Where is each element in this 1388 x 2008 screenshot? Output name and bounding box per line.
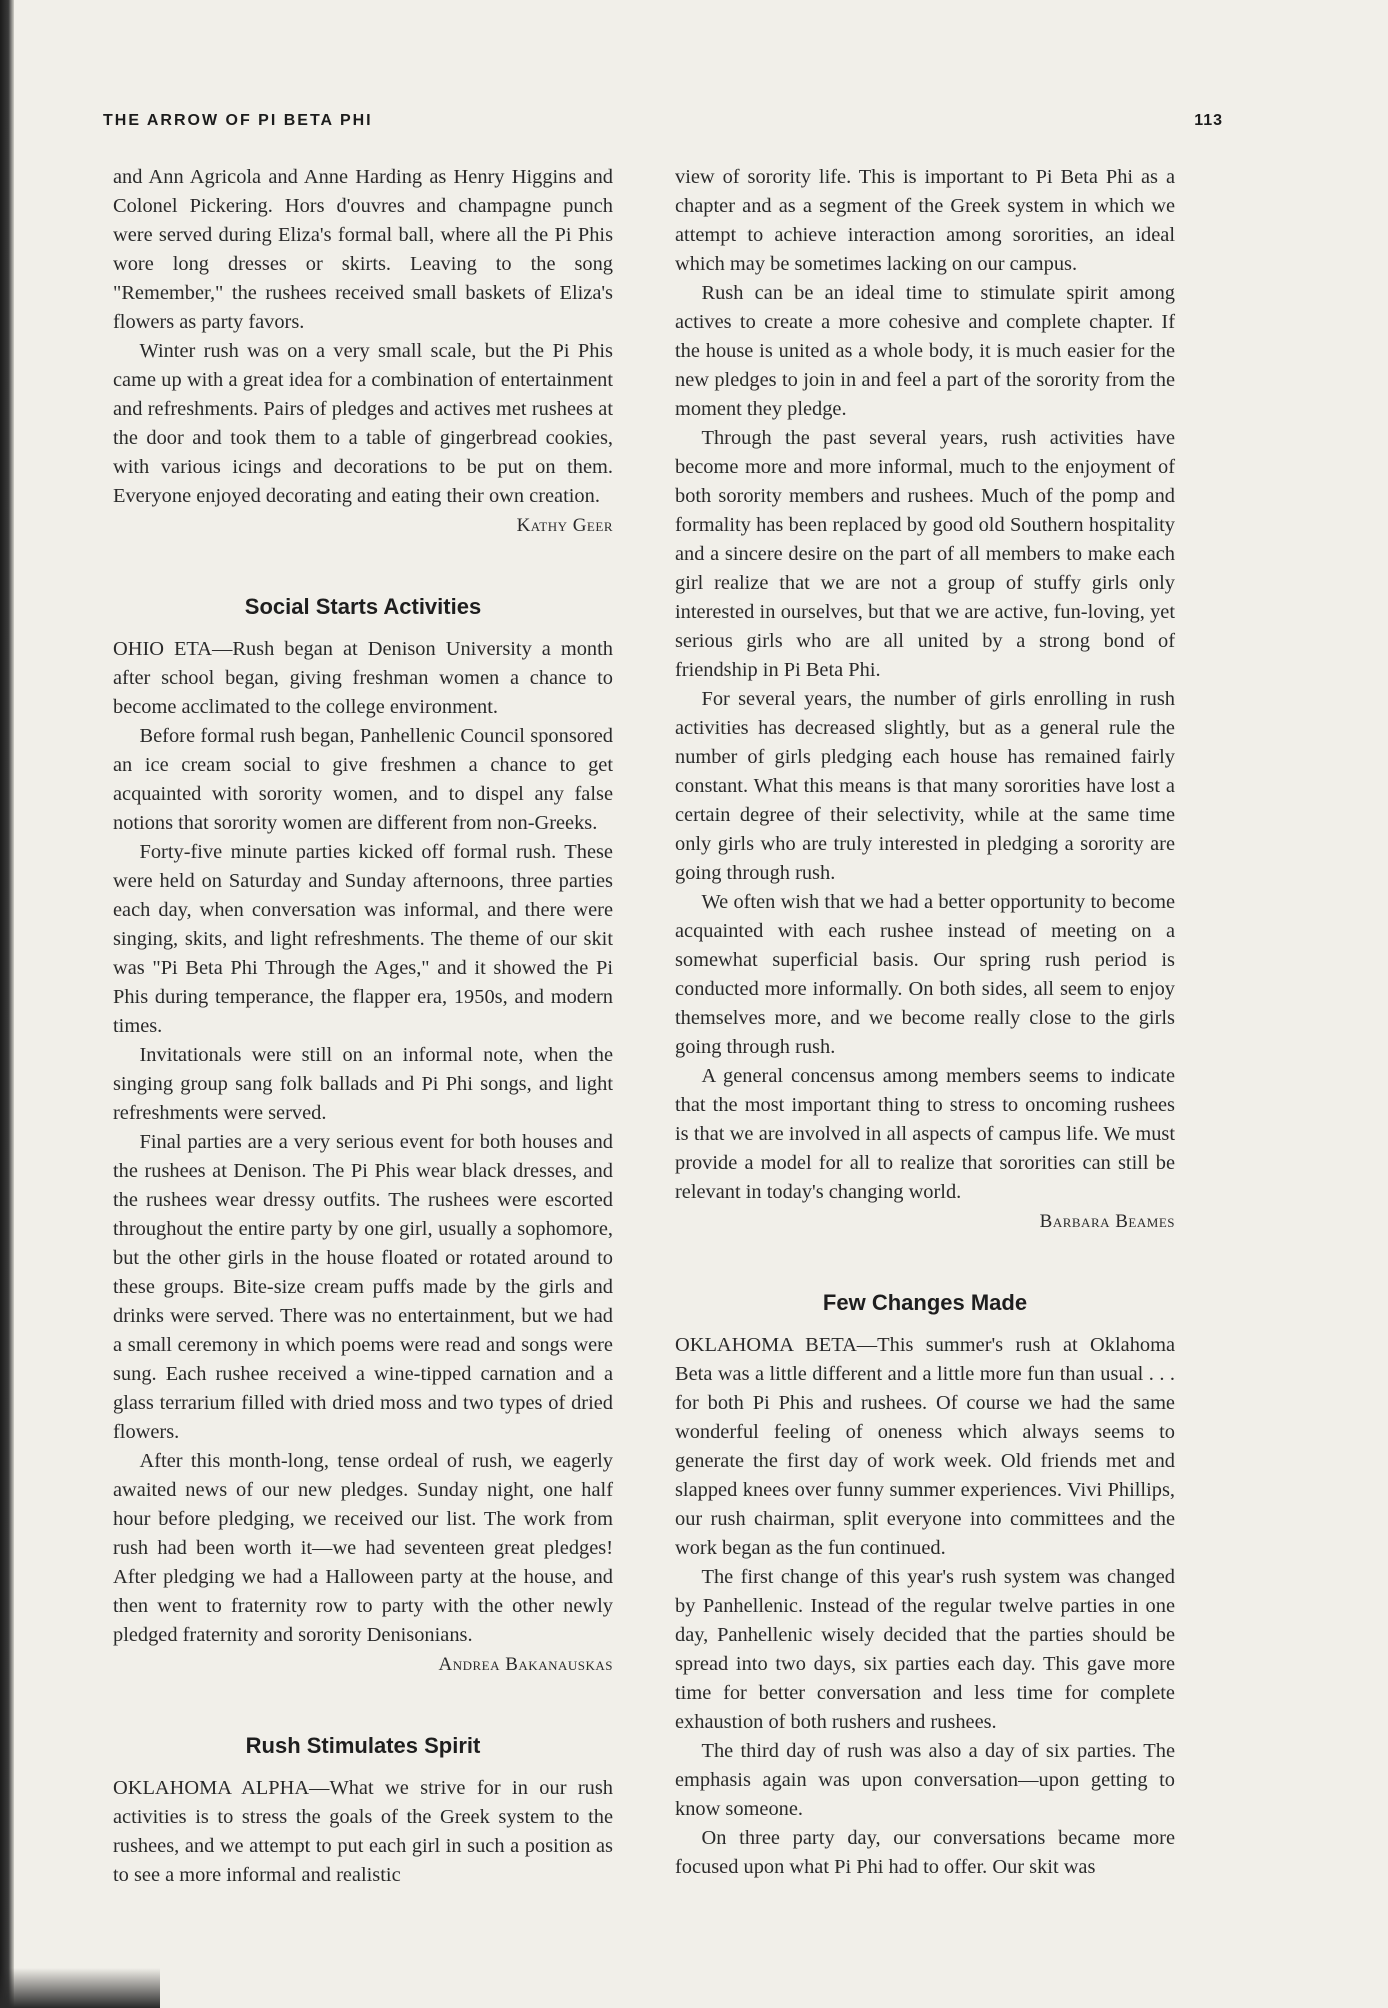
author-signature: Barbara Beames xyxy=(1039,1211,1175,1232)
section-title-rush: Rush Stimulates Spirit xyxy=(245,1733,481,1758)
paragraph: The third day of rush was also a day of six parties. The emphasis again was upon conversation—upon getting to know someone. xyxy=(675,1740,1175,1820)
paragraph: Winter rush was on a very small scale, but the Pi Phis came up with a great idea for a combination of entertainment and refreshments. Pairs of pledges and actives met rushees at the door and took them to a table of gingerbread cookies, with various icings and decorations to be put on them. Everyone enjoyed decorating and eating their own creation. xyxy=(113,340,613,507)
left-column xyxy=(113,163,613,1890)
paragraph: We often wish that we had a better opportunity to become acquainted with each rushee instead of meeting on a somewhat superficial basis. Our spring rush period is conducted more informally. On both sides, all seem to enjoy themselves more, and we become really close to the girls going through rush. xyxy=(675,891,1175,1058)
paragraph: The first change of this year's rush system was changed by Panhellenic. Instead of the regular twelve parties in one day, Panhellenic wisely decided that the parties should be spread into two days, six parties each day. This gave more time for better conversation and less time for complete exhaustion of both rushers and rushees. xyxy=(675,1566,1175,1733)
paragraph: On three party day, our conversations became more focused upon what Pi Phi had to offer. Our skit was xyxy=(675,1827,1175,1878)
paragraph: view of sorority life. This is important to Pi Beta Phi as a chapter and as a segment of the Greek system in which we attempt to achieve interaction among sororities, an ideal which may be sometimes lacking on our campus. xyxy=(675,166,1175,275)
author-signature: Kathy Geer xyxy=(516,515,613,536)
page-number: 113 xyxy=(1194,112,1223,129)
section-title-few-changes: Few Changes Made xyxy=(822,1290,1028,1315)
section-title-social: Social Starts Activities xyxy=(244,594,482,619)
paragraph: Invitationals were still on an informal note, when the singing group sang folk ballads and Pi Phi songs, and light refreshments were served. xyxy=(113,1044,613,1124)
paragraph: For several years, the number of girls enrolling in rush activities has decreased slightly, but as a general rule the number of girls pledging each house has remained fairly constant. What this means is that many sororities have lost a certain degree of their selectivity, while at the same time only girls who are truly interested in pledging a sorority are going through rush. xyxy=(675,688,1175,884)
scan-corner-shadow xyxy=(0,1968,160,2008)
running-head: THE ARROW OF PI BETA PHI xyxy=(103,112,373,129)
page-header xyxy=(103,112,1223,142)
author-signature: Andrea Bakanauskas xyxy=(438,1654,613,1675)
right-column xyxy=(675,163,1175,1882)
scan-edge-shadow xyxy=(0,0,14,2008)
paragraph: After this month-long, tense ordeal of rush, we eagerly awaited news of our new pledges. Sunday night, one half hour before pledging, we received our list. The work from rush had been worth it—we had seventeen great pledges! After pledging we had a Halloween party at the house, and then went to fraternity row to party with the other newly pledged fraternity and sorority Denisonians. xyxy=(113,1450,613,1646)
paragraph: OKLAHOMA ALPHA—What we strive for in our rush activities is to stress the goals of the Greek system to the rushees, and we attempt to put each girl in such a position as to see a more informal and realistic xyxy=(113,1777,613,1886)
paragraph: A general concensus among members seems to indicate that the most important thing to stress to oncoming rushees is that we are involved in all aspects of campus life. We must provide a model for all to realize that sororities can still be relevant in today's changing world. xyxy=(675,1065,1175,1203)
paragraph: and Ann Agricola and Anne Harding as Henry Higgins and Colonel Pickering. Hors d'ouvres and champagne punch were served during Eliza's formal ball, where all the Pi Phis wore long dresses or skirts. Leaving to the song "Remember," the rushees received small baskets of Eliza's flowers as party favors. xyxy=(113,166,613,333)
paragraph: OHIO ETA—Rush began at Denison University a month after school began, giving freshman women a chance to become acclimated to the college environment. xyxy=(113,638,613,718)
paragraph: Before formal rush began, Panhellenic Council sponsored an ice cream social to give freshmen a chance to get acquainted with sorority women, and to dispel any false notions that sorority women are different from non-Greeks. xyxy=(113,725,613,834)
paragraph: Final parties are a very serious event for both houses and the rushees at Denison. The Pi Phis wear black dresses, and the rushees wear dressy outfits. The rushees were escorted throughout the entire party by one girl, usually a sophomore, but the other girls in the house floated or rotated around to these groups. Bite-size cream puffs made by the girls and drinks were served. There was no entertainment, but we had a small ceremony in which poems were read and songs were sung. Each rushee received a wine-tipped carnation and a glass terrarium filled with dried moss and two types of dried flowers. xyxy=(113,1131,613,1443)
paragraph: Forty-five minute parties kicked off formal rush. These were held on Saturday and Sunday afternoons, three parties each day, when conversation was informal, and there were singing, skits, and light refreshments. The theme of our skit was "Pi Beta Phi Through the Ages," and it showed the Pi Phis during temperance, the flapper era, 1950s, and modern times. xyxy=(113,841,613,1037)
paragraph: OKLAHOMA BETA—This summer's rush at Oklahoma Beta was a little different and a little more fun than usual . . . for both Pi Phis and rushees. Of course we had the same wonderful feeling of oneness which always seems to generate the first day of work week. Old friends met and slapped knees over funny summer experiences. Vivi Phillips, our rush chairman, split everyone into committees and the work began as the fun continued. xyxy=(675,1334,1175,1559)
paragraph: Through the past several years, rush activities have become more and more informal, much to the enjoyment of both sorority members and rushees. Much of the pomp and formality has been replaced by good old Southern hospitality and a sincere desire on the part of all members to make each girl realize that we are not a group of stuffy girls only interested in ourselves, but that we are active, fun-loving, yet serious girls who are all united by a strong bond of friendship in Pi Beta Phi. xyxy=(675,427,1175,681)
paragraph: Rush can be an ideal time to stimulate spirit among actives to create a more cohesive and complete chapter. If the house is united as a whole body, it is much easier for the new pledges to join in and feel a part of the sorority from the moment they pledge. xyxy=(675,282,1175,420)
